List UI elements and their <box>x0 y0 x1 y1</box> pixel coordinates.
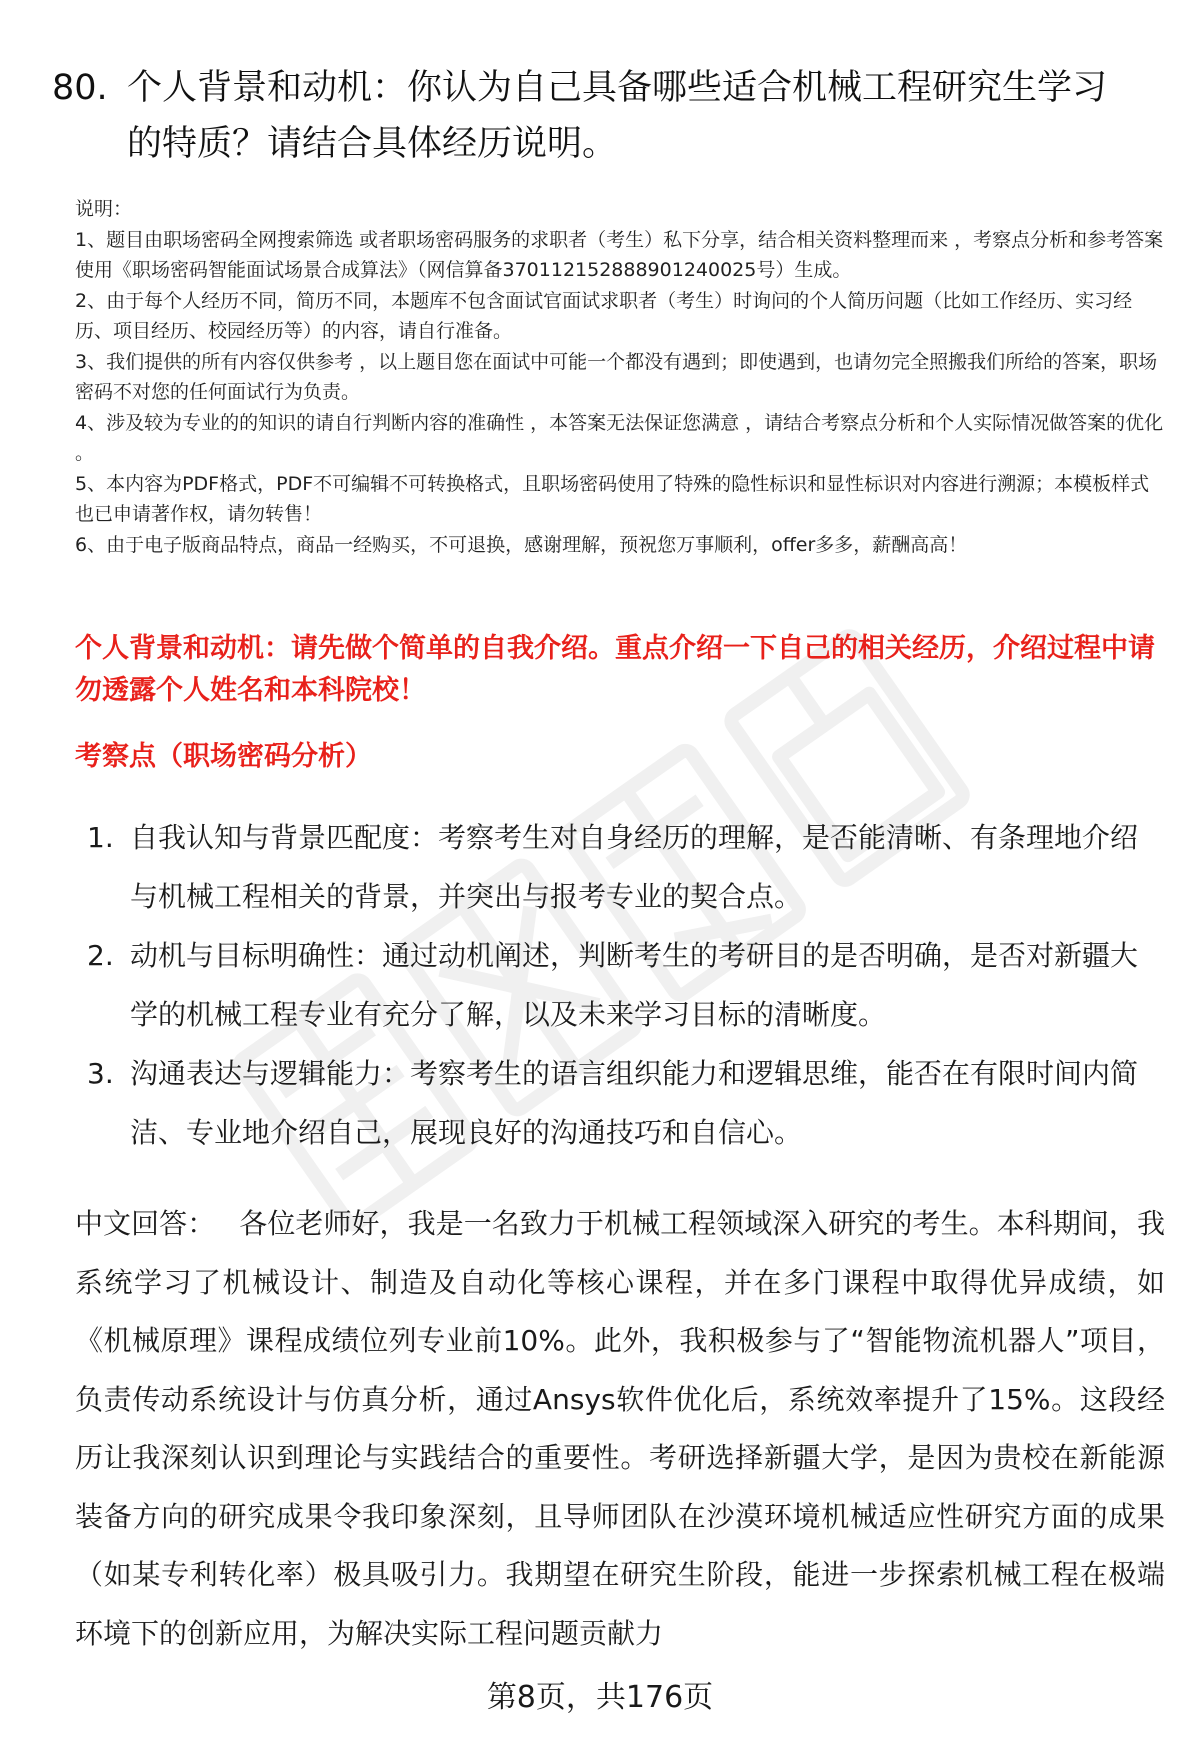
analysis-point <box>75 1044 1165 1162</box>
note-item-5: 5、本内容为PDF格式，PDF不可编辑不可转换格式，且职场密码使用了特殊的隐性标识和显性标识对内容进行溯源；本模板样式也已申请著作权，请勿转售！ <box>75 472 1150 525</box>
analysis-point-text: 自我认知与背景匹配度：考察考生对自身经历的理解，是否能清晰、有条理地介绍与机械工程相关的背景，并突出与报考专业的契合点。 <box>130 821 1139 913</box>
analysis-point-index: 1. <box>87 821 114 854</box>
analysis-title: 考察点（职场密码分析） <box>75 741 372 772</box>
note-item-6: 6、由于电子版商品特点，商品一经购买，不可退换，感谢理解，预祝您万事顺利，offer多多，薪酬高高！ <box>75 533 968 556</box>
analysis-point-text: 动机与目标明确性：通过动机阐述，判断考生的考研目的是否明确，是否对新疆大学的机械工程专业有充分了解，以及未来学习目标的清晰度。 <box>130 939 1139 1031</box>
analysis-points <box>75 808 1165 1162</box>
answer-label: 中文回答： <box>75 1207 216 1240</box>
question-title <box>52 60 1152 172</box>
note-item-2: 2、由于每个人经历不同，简历不同，本题库不包含面试官面试求职者（考生）时询问的个人简历问题（比如工作经历、实习经历、项目经历、校园经历等）的内容，请自行准备。 <box>75 289 1133 342</box>
analysis-point <box>75 926 1165 1044</box>
note-item-1: 1、题目由职场密码全网搜索筛选 或者职场密码服务的求职者（考生）私下分享，结合相关资料整理而来 ，考察点分析和参考答案使用《职场密码智能面试场景合成算法》（网信算备370112152888901240025号）生成。 <box>75 228 1164 281</box>
question-number: 80. <box>52 68 108 108</box>
analysis-point-index: 3. <box>87 1057 114 1090</box>
page-footer: 第8页，共176页 <box>486 1680 714 1715</box>
note-item-4: 4、涉及较为专业的的知识的请自行判断内容的准确性 ，本答案无法保证您满意 ，请结合考察点分析和个人实际情况做答案的优化 。 <box>75 411 1164 464</box>
analysis-point-index: 2. <box>87 939 114 972</box>
notes-heading: 说明： <box>75 198 133 220</box>
notes-section <box>75 194 1165 560</box>
interview-question: 个人背景和动机：请先做个简单的自我介绍。重点介绍一下自己的相关经历，介绍过程中请勿透露个人姓名和本科院校！ <box>75 633 1155 706</box>
answer-paragraph <box>75 1195 1165 1663</box>
question-title-line2: 的特质？请结合具体经历说明。 <box>127 124 618 164</box>
question-title-line1: 个人背景和动机：你认为自己具备哪些适合机械工程研究生学习 <box>127 68 1108 108</box>
analysis-point-text: 沟通表达与逻辑能力：考察考生的语言组织能力和逻辑思维，能否在有限时间内简洁、专业地介绍自己，展现良好的沟通技巧和自信心。 <box>130 1057 1139 1149</box>
analysis-point <box>75 808 1165 926</box>
answer-text: 各位老师好，我是一名致力于机械工程领域深入研究的考生。本科期间，我系统学习了机械设计、制造及自动化等核心课程，并在多门课程中取得优异成绩，如《机械原理》课程成绩位列专业前10%。此外，我积极参与了“智能物流机器人”项目，负责传动系统设计与仿真分析，通过Ansys软件优化后，系统效率提升了15%。这段经历让我深刻认识到理论与实践结合的重要性。考研选择新疆大学，是因为贵校在新能源装备方向的研究成果令我印象深刻，且导师团队在沙漠环境机械适应性研究方面的成果（如某专利转化率）极具吸引力。我期望在研究生阶段，能进一步探索机械工程在极端环境下的创新应用，为解决实际工程问题贡献力 <box>75 1207 1165 1650</box>
note-item-3: 3、我们提供的所有内容仅供参考 ，以上题目您在面试中可能一个都没有遇到；即使遇到，也请勿完全照搬我们所给的答案，职场密码不对您的任何面试行为负责。 <box>75 350 1158 403</box>
